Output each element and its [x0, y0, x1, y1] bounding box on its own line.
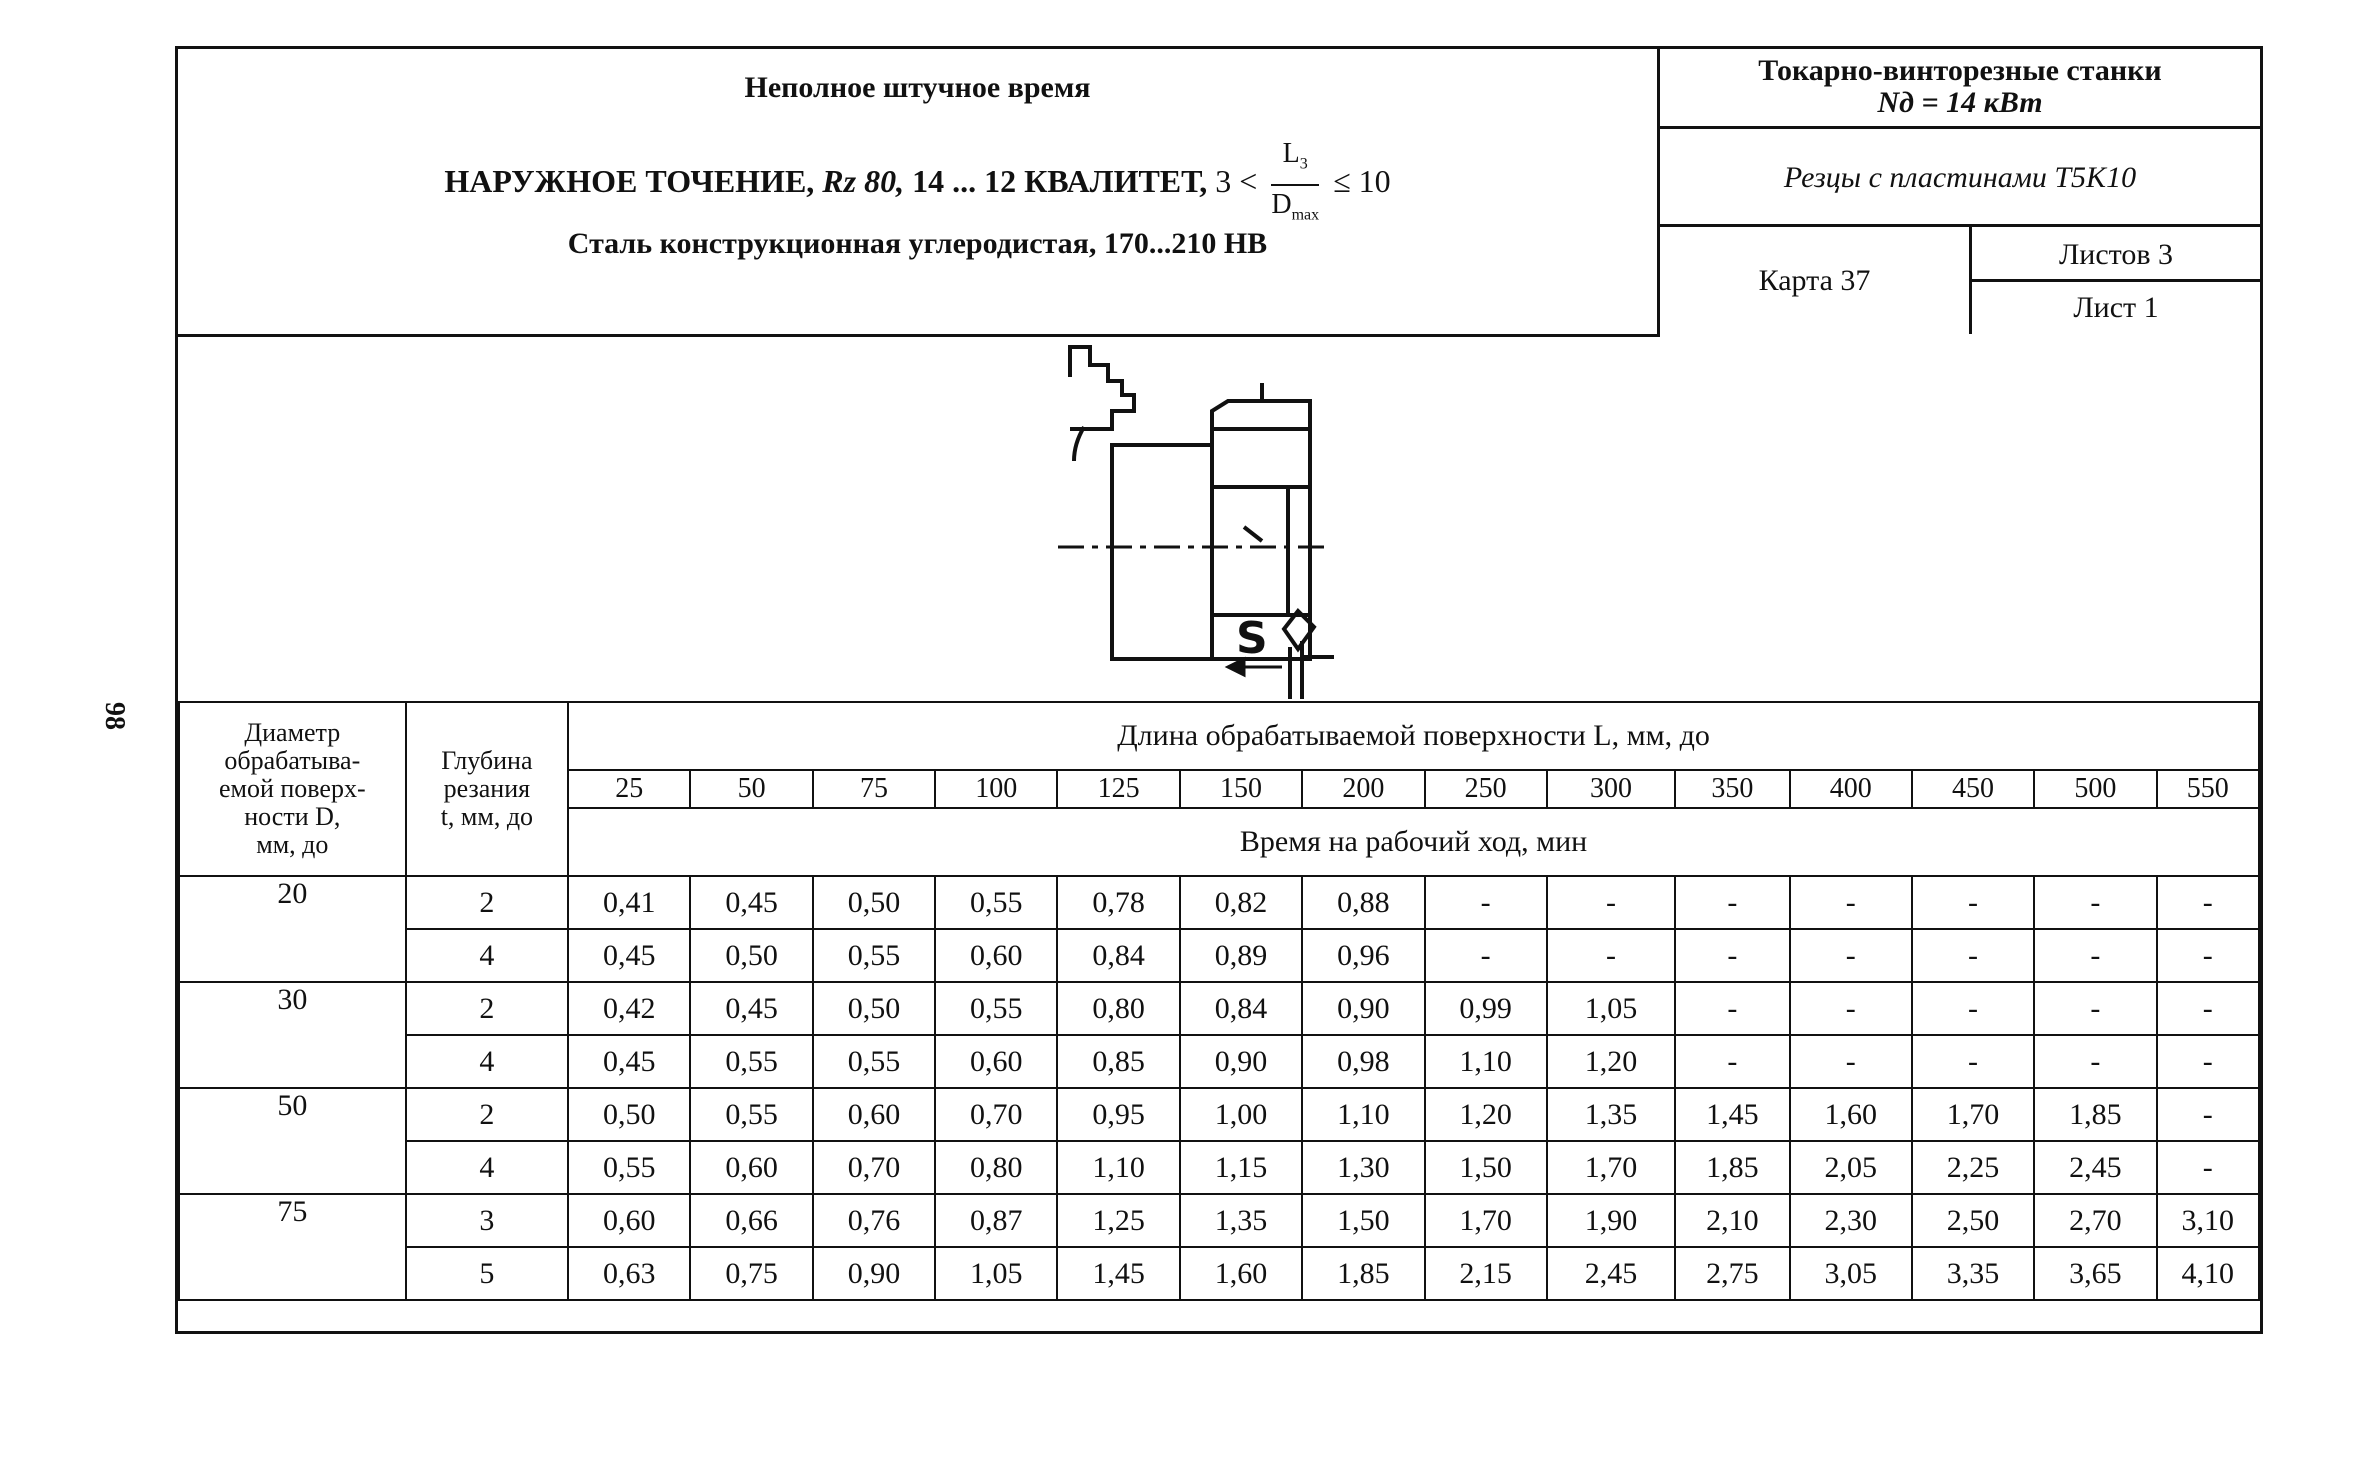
feed-label: S: [1236, 613, 1268, 664]
time-value-cell: 0,60: [568, 1194, 690, 1247]
time-value-cell: -: [1675, 929, 1789, 982]
time-value-cell: 2,05: [1790, 1141, 1912, 1194]
cutting-tool: [1284, 611, 1334, 699]
depth-header-line: резания: [443, 774, 531, 803]
time-value-cell: 1,35: [1180, 1194, 1302, 1247]
time-value-cell: 1,70: [1425, 1194, 1547, 1247]
time-value-cell: 0,75: [690, 1247, 812, 1300]
time-value-cell: 1,50: [1302, 1194, 1424, 1247]
time-value-cell: -: [1425, 876, 1547, 929]
time-value-cell: 1,10: [1302, 1088, 1424, 1141]
table-row: [179, 1088, 2259, 1141]
time-value-cell: -: [1790, 929, 1912, 982]
time-value-cell: 0,50: [813, 876, 935, 929]
time-value-cell: 2,25: [1912, 1141, 2034, 1194]
time-value-cell: 0,70: [935, 1088, 1057, 1141]
length-value: 500: [2034, 770, 2156, 808]
time-value-cell: 1,85: [2034, 1088, 2156, 1141]
time-value-cell: -: [2034, 982, 2156, 1035]
table-row: [179, 1247, 2259, 1300]
time-value-cell: -: [2157, 876, 2259, 929]
diameter-header-line: емой поверх-: [218, 774, 366, 803]
ratio-denominator-sub: max: [1291, 206, 1320, 224]
time-header: Время на рабочий ход, мин: [568, 808, 2259, 876]
end-face: [1212, 401, 1310, 429]
machine-power: Nд = 14 кВт: [1877, 86, 2043, 119]
time-value-cell: -: [2157, 1141, 2259, 1194]
time-value-cell: -: [1790, 876, 1912, 929]
time-value-cell: 1,10: [1057, 1141, 1179, 1194]
time-value-cell: -: [2034, 929, 2156, 982]
time-value-cell: 0,50: [568, 1088, 690, 1141]
diameter-cell: 75: [179, 1194, 406, 1300]
depth-cell: 2: [406, 1088, 568, 1141]
time-value-cell: -: [1790, 982, 1912, 1035]
length-value: 25: [568, 770, 690, 808]
diameter-header-line: обрабатыва-: [224, 746, 361, 775]
card-number: Карта 37: [1660, 227, 1972, 334]
time-value-cell: 0,96: [1302, 929, 1424, 982]
length-value: 300: [1547, 770, 1675, 808]
time-value-cell: 0,88: [1302, 876, 1424, 929]
time-value-cell: 0,76: [813, 1194, 935, 1247]
time-value-cell: 0,45: [568, 1035, 690, 1088]
time-value-cell: 0,60: [935, 1035, 1057, 1088]
sheets-total: Листов 3: [1972, 227, 2260, 282]
time-value-cell: 2,75: [1675, 1247, 1789, 1300]
ratio-denominator: D: [1271, 188, 1292, 220]
time-value-cell: 1,60: [1790, 1088, 1912, 1141]
depth-header-line: Глубина: [441, 746, 533, 775]
length-value: 550: [2157, 770, 2259, 808]
time-value-cell: 1,10: [1425, 1035, 1547, 1088]
ratio-fraction: [1271, 135, 1319, 234]
grade: 14 ... 12 КВАЛИТЕТ,: [912, 162, 1208, 199]
time-value-cell: 0,89: [1180, 929, 1302, 982]
diameter-cell: 30: [179, 982, 406, 1088]
time-value-cell: 0,45: [690, 982, 812, 1035]
operation-name: НАРУЖНОЕ ТОЧЕНИЕ,: [444, 162, 815, 199]
time-value-cell: 1,30: [1302, 1141, 1424, 1194]
time-value-cell: 1,50: [1425, 1141, 1547, 1194]
workpiece-body: [1112, 445, 1212, 659]
time-value-cell: 4,10: [2157, 1247, 2259, 1300]
time-value-cell: 1,05: [935, 1247, 1057, 1300]
time-value-cell: 1,15: [1180, 1141, 1302, 1194]
diameter-header-line: Диаметр: [244, 718, 341, 747]
diameter-cell: 50: [179, 1088, 406, 1194]
time-value-cell: 0,55: [690, 1035, 812, 1088]
time-value-cell: -: [2034, 1035, 2156, 1088]
depth-cell: 2: [406, 982, 568, 1035]
time-value-cell: 0,55: [935, 876, 1057, 929]
table-row: [179, 876, 2259, 929]
depth-cell: 2: [406, 876, 568, 929]
time-value-cell: 3,35: [1912, 1247, 2034, 1300]
operation-line: [178, 135, 1657, 234]
time-value-cell: 0,90: [1302, 982, 1424, 1035]
time-value-cell: 1,00: [1180, 1088, 1302, 1141]
time-value-cell: -: [1675, 982, 1789, 1035]
time-value-cell: 0,41: [568, 876, 690, 929]
time-value-cell: 1,45: [1675, 1088, 1789, 1141]
time-value-cell: 1,85: [1675, 1141, 1789, 1194]
time-value-cell: 3,05: [1790, 1247, 1912, 1300]
depth-cell: 4: [406, 929, 568, 982]
time-value-cell: 0,84: [1057, 929, 1179, 982]
tool-type: Резцы с пластинами T5K10: [1660, 129, 2260, 227]
depth-header-line: t, мм, до: [440, 802, 534, 831]
length-value: 125: [1057, 770, 1179, 808]
time-value-cell: 0,55: [568, 1141, 690, 1194]
time-value-cell: -: [1790, 1035, 1912, 1088]
cut-mark: [1244, 527, 1262, 541]
diameter-cell: 20: [179, 876, 406, 982]
depth-cell: 5: [406, 1247, 568, 1300]
time-value-cell: 0,60: [813, 1088, 935, 1141]
time-value-cell: 0,63: [568, 1247, 690, 1300]
header-right: [1660, 49, 2260, 337]
time-value-cell: 0,95: [1057, 1088, 1179, 1141]
sheet-number: Лист 1: [2073, 291, 2159, 324]
turning-sketch-svg: [178, 337, 2260, 701]
time-value-cell: 0,90: [813, 1247, 935, 1300]
time-value-cell: 0,70: [813, 1141, 935, 1194]
header-left: [178, 49, 1660, 337]
time-value-cell: 1,25: [1057, 1194, 1179, 1247]
table-body: [179, 876, 2259, 1300]
time-value-cell: 1,35: [1547, 1088, 1675, 1141]
table-row: [179, 982, 2259, 1035]
length-value: 50: [690, 770, 812, 808]
ratio-numerator: L: [1282, 138, 1300, 169]
time-value-cell: -: [1425, 929, 1547, 982]
time-value-cell: 1,20: [1547, 1035, 1675, 1088]
length-value: 350: [1675, 770, 1789, 808]
diameter-header-line: мм, до: [256, 830, 329, 859]
material: Сталь конструкционная углеродистая, 170...210 HB: [567, 227, 1268, 260]
time-value-cell: -: [2034, 876, 2156, 929]
time-value-cell: 1,20: [1425, 1088, 1547, 1141]
time-value-cell: 0,82: [1180, 876, 1302, 929]
time-value-cell: -: [1547, 929, 1675, 982]
time-value-cell: 0,55: [813, 1035, 935, 1088]
time-value-cell: 0,84: [1180, 982, 1302, 1035]
length-value: 250: [1425, 770, 1547, 808]
length-value: 100: [935, 770, 1057, 808]
time-value-cell: 0,80: [935, 1141, 1057, 1194]
time-value-cell: 0,42: [568, 982, 690, 1035]
depth-cell: 4: [406, 1035, 568, 1088]
time-value-cell: 0,50: [690, 929, 812, 982]
time-value-cell: 0,66: [690, 1194, 812, 1247]
time-table: [178, 701, 2260, 1301]
time-value-cell: 2,45: [1547, 1247, 1675, 1300]
time-value-cell: 1,70: [1547, 1141, 1675, 1194]
time-value-cell: -: [1912, 876, 2034, 929]
time-value-cell: -: [2157, 982, 2259, 1035]
time-value-cell: -: [2157, 1088, 2259, 1141]
time-value-cell: 2,30: [1790, 1194, 1912, 1247]
time-value-cell: 1,60: [1180, 1247, 1302, 1300]
time-value-cell: 2,50: [1912, 1194, 2034, 1247]
length-value: 400: [1790, 770, 1912, 808]
table-row: [179, 1194, 2259, 1247]
time-value-cell: 0,45: [568, 929, 690, 982]
time-value-cell: -: [1675, 1035, 1789, 1088]
table-row: [179, 1141, 2259, 1194]
ratio-right: ≤ 10: [1333, 162, 1391, 199]
time-value-cell: 2,15: [1425, 1247, 1547, 1300]
time-value-cell: 3,10: [2157, 1194, 2259, 1247]
norm-card: [175, 46, 2263, 1334]
time-value-cell: 1,85: [1302, 1247, 1424, 1300]
length-value: 450: [1912, 770, 2034, 808]
table-row: [179, 929, 2259, 982]
depth-cell: 3: [406, 1194, 568, 1247]
turning-sketch: [178, 337, 2260, 701]
time-value-cell: -: [2157, 1035, 2259, 1088]
time-value-cell: 0,55: [813, 929, 935, 982]
chuck-jaw: [1070, 347, 1134, 429]
time-value-cell: -: [1912, 1035, 2034, 1088]
ratio-numerator-sub: 3: [1299, 155, 1308, 173]
table-row: [179, 1035, 2259, 1088]
diameter-header-line: ности D,: [244, 802, 341, 831]
time-value-cell: 0,99: [1425, 982, 1547, 1035]
time-value-cell: 1,05: [1547, 982, 1675, 1035]
time-value-cell: 0,60: [690, 1141, 812, 1194]
time-value-cell: -: [2157, 929, 2259, 982]
time-value-cell: 1,70: [1912, 1088, 2034, 1141]
time-value-cell: 0,78: [1057, 876, 1179, 929]
time-value-cell: 1,45: [1057, 1247, 1179, 1300]
time-value-cell: 0,98: [1302, 1035, 1424, 1088]
ratio-left: 3 <: [1215, 162, 1258, 199]
length-value: 200: [1302, 770, 1424, 808]
time-value-cell: 0,60: [935, 929, 1057, 982]
column-header-diameter: [179, 702, 406, 876]
chuck-lip: [1074, 427, 1084, 461]
time-value-cell: 0,90: [1180, 1035, 1302, 1088]
length-value: 150: [1180, 770, 1302, 808]
time-value-cell: 0,87: [935, 1194, 1057, 1247]
time-value-cell: 3,65: [2034, 1247, 2156, 1300]
roughness: Rz 80,: [822, 162, 905, 199]
time-value-cell: -: [1912, 982, 2034, 1035]
time-value-cell: 2,45: [2034, 1141, 2156, 1194]
page-number: 98: [99, 702, 130, 730]
time-value-cell: -: [1547, 876, 1675, 929]
card-title: Неполное штучное время: [744, 71, 1091, 104]
time-value-cell: 0,45: [690, 876, 812, 929]
time-value-cell: 0,55: [690, 1088, 812, 1141]
time-value-cell: 0,85: [1057, 1035, 1179, 1088]
time-value-cell: 2,10: [1675, 1194, 1789, 1247]
length-value: 75: [813, 770, 935, 808]
time-value-cell: -: [1912, 929, 2034, 982]
machine-type: Токарно-винторезные станки: [1758, 54, 2162, 87]
time-value-cell: 2,70: [2034, 1194, 2156, 1247]
time-value-cell: 0,50: [813, 982, 935, 1035]
time-value-cell: 0,55: [935, 982, 1057, 1035]
time-value-cell: 1,90: [1547, 1194, 1675, 1247]
column-header-depth: [406, 702, 568, 876]
time-value-cell: 0,80: [1057, 982, 1179, 1035]
time-value-cell: -: [1675, 876, 1789, 929]
depth-cell: 4: [406, 1141, 568, 1194]
machine-block: [1660, 49, 2260, 129]
length-header: Длина обрабатываемой поверхности L, мм, до: [568, 702, 2259, 770]
